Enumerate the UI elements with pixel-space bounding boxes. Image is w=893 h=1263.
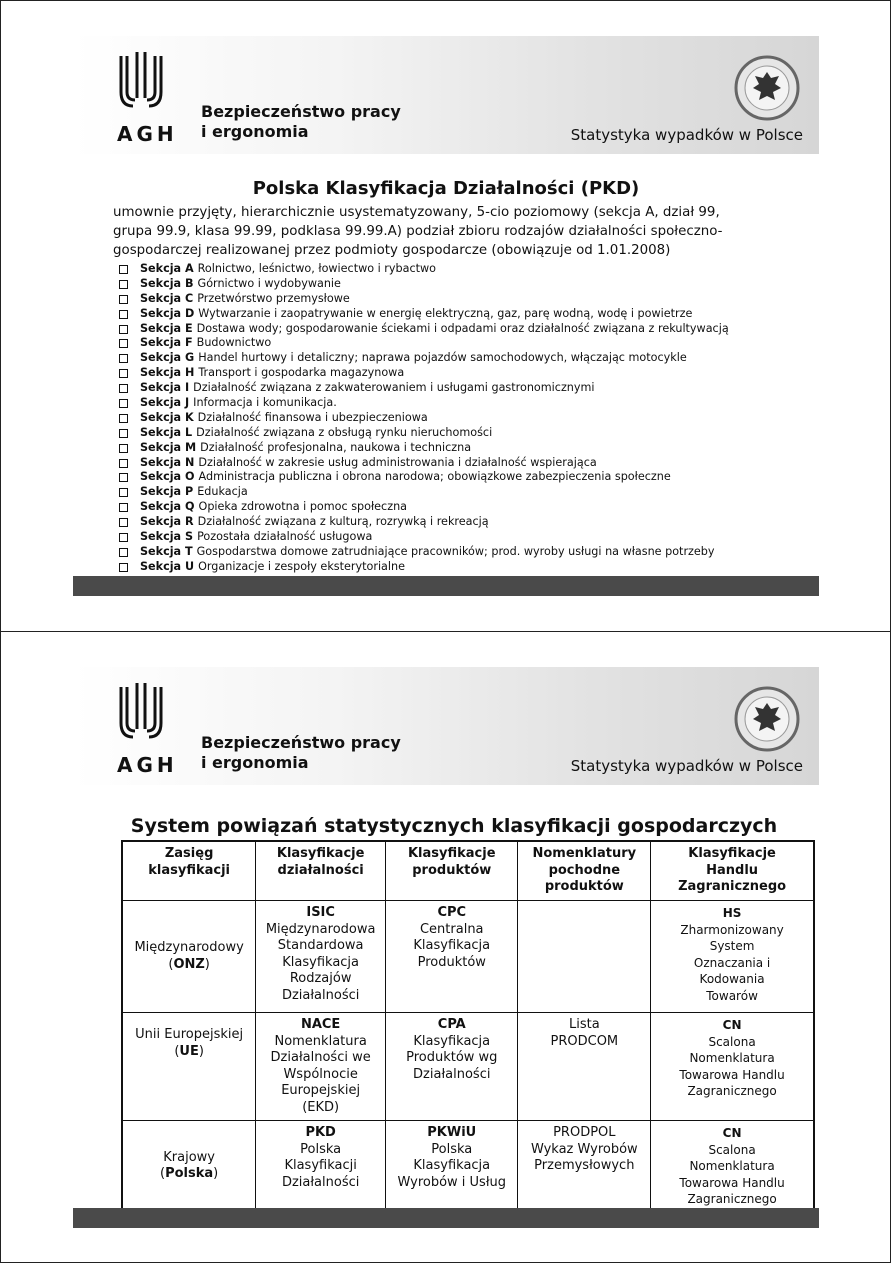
checkbox-bullet-icon xyxy=(119,518,128,527)
checkbox-bullet-icon xyxy=(119,563,128,572)
section-text: Działalność związana z obsługą rynku nieruchomości xyxy=(196,425,493,439)
section-item xyxy=(119,262,809,277)
section-label: Sekcja U xyxy=(140,559,195,573)
section-text: Transport i gospodarka magazynowa xyxy=(198,366,405,380)
checkbox-bullet-icon xyxy=(119,459,128,468)
column-header: Nomenklatury pochodne produktów xyxy=(518,841,651,901)
section-item xyxy=(119,411,809,426)
section-item xyxy=(119,351,809,366)
classification-cell: PRODPOL Wykaz Wyrobów Przemysłowych xyxy=(518,1121,651,1213)
pkd-sections-list xyxy=(119,262,809,575)
classification-cell xyxy=(518,901,651,1013)
classification-cell: NACE Nomenklatura Działalności we Wspólnocie Europejskiej (EKD) xyxy=(256,1013,386,1121)
section-label: Sekcja Q xyxy=(140,500,195,514)
section-item xyxy=(119,456,809,471)
section-text: Budownictwo xyxy=(196,336,272,350)
section-text: Działalność finansowa i ubezpieczeniowa xyxy=(197,410,428,424)
pkd-description-line: umownie przyjęty, hierarchicznie usystematyzowany, 5-cio poziomowy (sekcja A, dział 99, xyxy=(113,205,720,220)
section-label: Sekcja C xyxy=(140,291,194,305)
slide-header xyxy=(73,36,819,154)
section-item xyxy=(119,545,809,560)
section-text: Dostawa wody; gospodarowanie ściekami i odpadami oraz działalność związana z rekultywacją xyxy=(196,321,729,335)
course-title-line2: i ergonomia xyxy=(201,122,309,141)
classification-table xyxy=(121,840,815,1214)
checkbox-bullet-icon xyxy=(119,473,128,482)
section-text: Handel hurtowy i detaliczny; naprawa pojazdów samochodowych, włączając motocykle xyxy=(198,351,687,365)
checkbox-bullet-icon xyxy=(119,325,128,334)
section-item xyxy=(119,560,809,575)
section-item xyxy=(119,381,809,396)
slide-classifications xyxy=(73,667,819,1229)
scope-cell: Krajowy (Polska) xyxy=(122,1121,256,1213)
course-title-line1: Bezpieczeństwo pracy xyxy=(201,102,401,121)
section-text: Działalność w zakresie usług administrowania i działalność wspierająca xyxy=(198,455,597,469)
classification-cell: Lista PRODCOM xyxy=(518,1013,651,1121)
section-item xyxy=(119,530,809,545)
classification-cell: CPA Klasyfikacja Produktów wg Działalności xyxy=(386,1013,518,1121)
section-text: Rolnictwo, leśnictwo, łowiectwo i rybactwo xyxy=(197,262,437,275)
checkbox-bullet-icon xyxy=(119,414,128,423)
classification-cell: CN Scalona Nomenklatura Towarowa Handlu Zagranicznego xyxy=(651,1121,814,1213)
course-title-line1: Bezpieczeństwo pracy xyxy=(201,733,401,752)
checkbox-bullet-icon xyxy=(119,548,128,557)
table-header-row xyxy=(122,841,814,901)
column-header: Klasyfikacje produktów xyxy=(386,841,518,901)
checkbox-bullet-icon xyxy=(119,429,128,438)
checkbox-bullet-icon xyxy=(119,399,128,408)
section-label: Sekcja A xyxy=(140,262,194,275)
checkbox-bullet-icon xyxy=(119,295,128,304)
checkbox-bullet-icon xyxy=(119,354,128,363)
course-title xyxy=(201,102,401,142)
section-item xyxy=(119,277,809,292)
section-text: Edukacja xyxy=(197,485,248,499)
checkbox-bullet-icon xyxy=(119,384,128,393)
agh-logo-text: AGH xyxy=(117,753,178,777)
column-header: Zasięg klasyfikacji xyxy=(122,841,256,901)
classification-cell: CPC Centralna Klasyfikacja Produktów xyxy=(386,901,518,1013)
section-text: Wytwarzanie i zaopatrywanie w energię elektryczną, gaz, parę wodną, wodę i powietrze xyxy=(198,306,693,320)
section-label: Sekcja K xyxy=(140,410,194,424)
table-row xyxy=(122,1121,814,1213)
section-item xyxy=(119,396,809,411)
course-title-line2: i ergonomia xyxy=(201,753,309,772)
section-item xyxy=(119,366,809,381)
section-item xyxy=(119,336,809,351)
section-text: Pozostała działalność usługowa xyxy=(197,530,373,544)
section-text: Przetwórstwo przemysłowe xyxy=(197,291,350,305)
section-label: Sekcja H xyxy=(140,366,195,380)
checkbox-bullet-icon xyxy=(119,310,128,319)
section-label: Sekcja L xyxy=(140,425,193,439)
section-label: Sekcja B xyxy=(140,276,194,290)
section-text: Opieka zdrowotna i pomoc społeczna xyxy=(198,500,408,514)
checkbox-bullet-icon xyxy=(119,339,128,348)
checkbox-bullet-icon xyxy=(119,265,128,274)
section-label: Sekcja E xyxy=(140,321,193,335)
section-label: Sekcja F xyxy=(140,336,193,350)
classification-cell: PKD Polska Klasyfikacji Działalności xyxy=(256,1121,386,1213)
section-label: Sekcja R xyxy=(140,515,194,529)
section-item xyxy=(119,441,809,456)
section-text: Działalność profesjonalna, naukowa i techniczna xyxy=(200,440,472,454)
table-row xyxy=(122,901,814,1013)
section-label: Sekcja M xyxy=(140,440,197,454)
section-text: Informacja i komunikacja. xyxy=(193,396,337,410)
section-label: Sekcja O xyxy=(140,470,195,484)
classification-cell: HS Zharmonizowany System Oznaczania i Kodowania Towarów xyxy=(651,901,814,1013)
section-item xyxy=(119,485,809,500)
section-label: Sekcja T xyxy=(140,544,193,558)
section-label: Sekcja P xyxy=(140,485,194,499)
section-item xyxy=(119,307,809,322)
section-label: Sekcja J xyxy=(140,396,190,410)
checkbox-bullet-icon xyxy=(119,280,128,289)
section-label: Sekcja I xyxy=(140,381,190,395)
university-seal-icon xyxy=(733,54,801,122)
classification-cell: CN Scalona Nomenklatura Towarowa Handlu Zagranicznego xyxy=(651,1013,814,1121)
column-header: Klasyfikacje działalności xyxy=(256,841,386,901)
course-title xyxy=(201,733,401,773)
section-label: Sekcja G xyxy=(140,351,195,365)
agh-logo-text: AGH xyxy=(117,122,178,146)
slide-footer-bar xyxy=(73,1208,819,1228)
section-text: Gospodarstwa domowe zatrudniające pracowników; prod. wyroby usługi na własne potrzeby xyxy=(196,544,715,558)
section-text: Górnictwo i wydobywanie xyxy=(197,276,341,290)
section-item xyxy=(119,470,809,485)
section-text: Administracja publiczna i obrona narodowa; obowiązkowe zabezpieczenia społeczne xyxy=(198,470,671,484)
section-label: Sekcja N xyxy=(140,455,195,469)
section-item xyxy=(119,292,809,307)
checkbox-bullet-icon xyxy=(119,503,128,512)
checkbox-bullet-icon xyxy=(119,444,128,453)
section-item xyxy=(119,426,809,441)
slide-subtitle: Statystyka wypadków w Polsce xyxy=(570,126,803,144)
scope-cell: Unii Europejskiej (UE) xyxy=(122,1013,256,1121)
scope-cell: Międzynarodowy (ONZ) xyxy=(122,901,256,1013)
section-label: Sekcja S xyxy=(140,530,194,544)
column-header: Klasyfikacje Handlu Zagranicznego xyxy=(651,841,814,901)
system-title: System powiązań statystycznych klasyfikacji gospodarczych xyxy=(130,815,778,837)
university-seal-icon xyxy=(733,685,801,753)
section-text: Organizacje i zespoły eksterytorialne xyxy=(198,559,405,573)
slide-header xyxy=(73,667,819,785)
pkd-description xyxy=(113,203,803,260)
section-label: Sekcja D xyxy=(140,306,195,320)
slide-pkd xyxy=(73,36,819,598)
section-item xyxy=(119,322,809,337)
slide-subtitle: Statystyka wypadków w Polsce xyxy=(570,757,803,775)
classification-cell: PKWiU Polska Klasyfikacja Wyrobów i Usług xyxy=(386,1121,518,1213)
checkbox-bullet-icon xyxy=(119,533,128,542)
slide-footer-bar xyxy=(73,576,819,596)
pkd-description-line: grupa 99.9, klasa 99.99, podklasa 99.99.A) podział zbioru rodzajów działalności społeczno- xyxy=(113,224,723,239)
section-item xyxy=(119,500,809,515)
section-text: Działalność związana z kulturą, rozrywką i rekreacją xyxy=(197,515,489,529)
checkbox-bullet-icon xyxy=(119,488,128,497)
section-item xyxy=(119,515,809,530)
section-text: Działalność związana z zakwaterowaniem i usługami gastronomicznymi xyxy=(193,381,595,395)
table-row xyxy=(122,1013,814,1121)
pkd-title: Polska Klasyfikacja Działalności (PKD) xyxy=(252,178,640,199)
classification-cell: ISIC Międzynarodowa Standardowa Klasyfikacja Rodzajów Działalności xyxy=(256,901,386,1013)
pkd-description-line: gospodarczej realizowanej przez podmioty gospodarcze (obowiązuje od 1.01.2008) xyxy=(113,243,671,258)
checkbox-bullet-icon xyxy=(119,369,128,378)
